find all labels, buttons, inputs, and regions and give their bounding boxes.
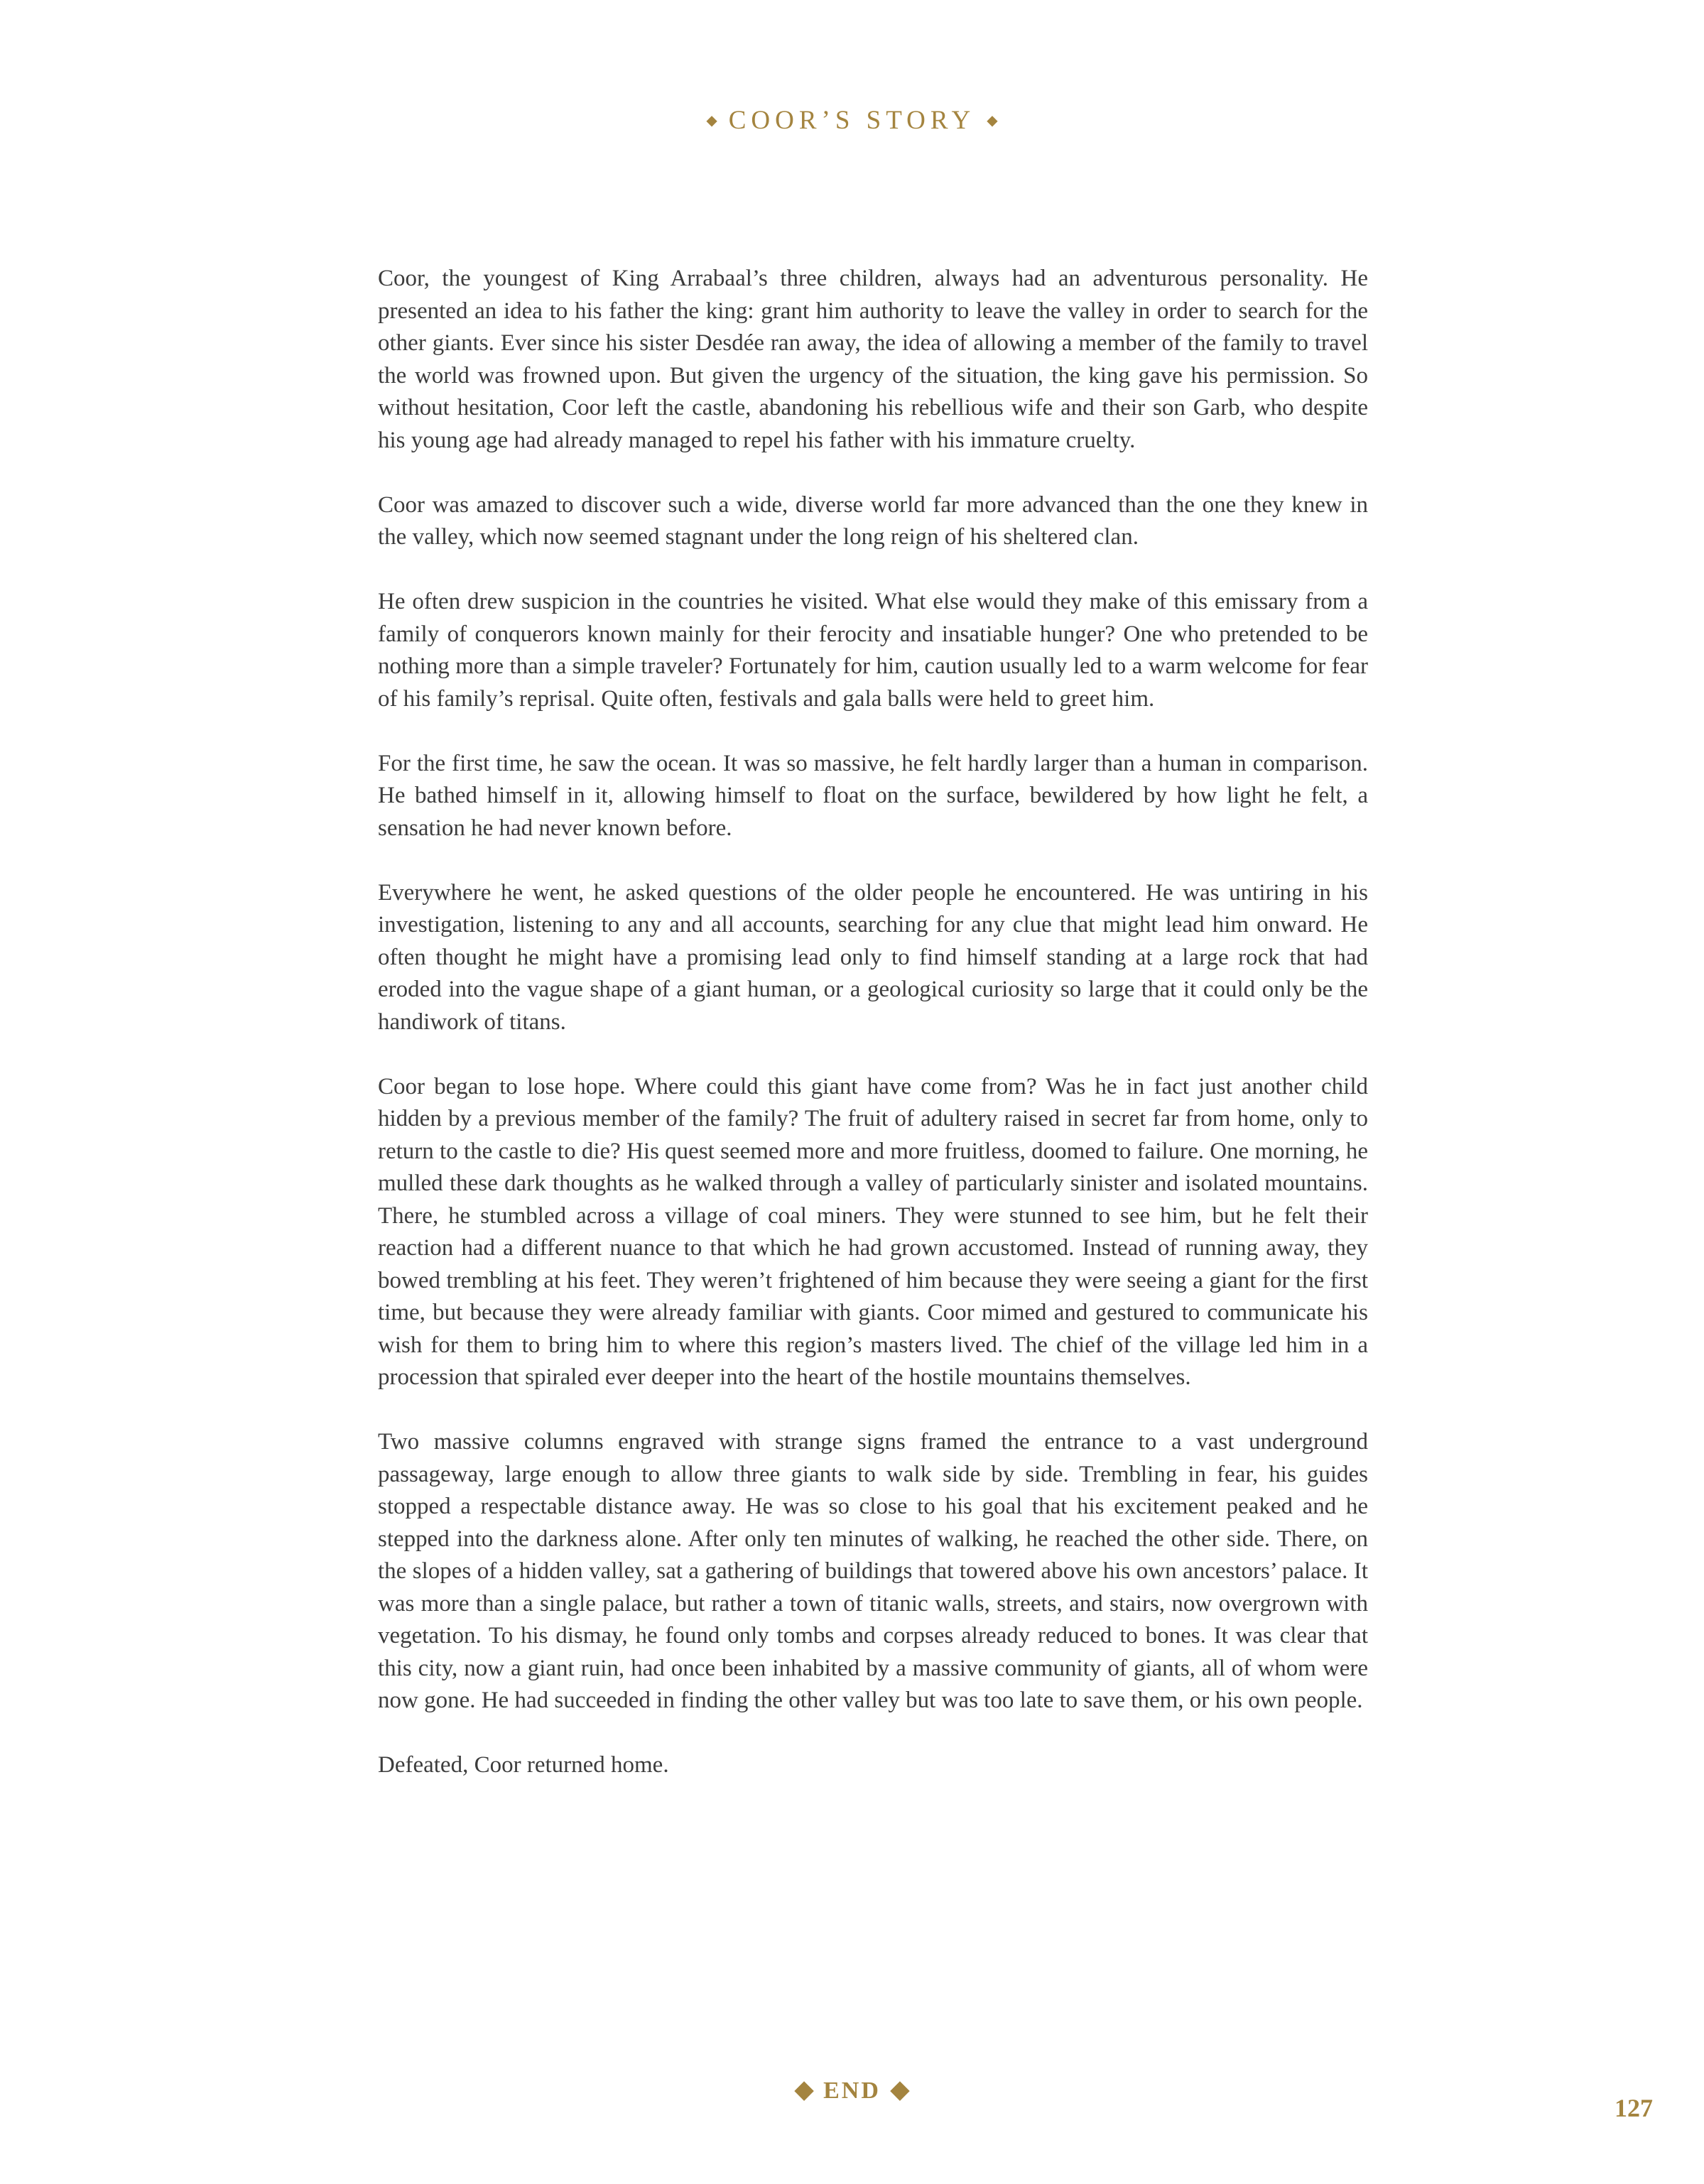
chapter-header — [0, 99, 1704, 142]
diamond-ornament-icon: ◆ — [794, 2077, 814, 2103]
story-paragraph: Coor, the youngest of King Arrabaal’s three children, always had an adventurous personality. He presented an idea to his father the king: grant him authority to leave the valley in order to search for the other giants. Ever since his sister Desdée ran away, the idea of allowing a member of the family to travel the world was frowned upon. But given the urgency of the situation, the king gave his permission. So without hesitation, Coor left the castle, abandoning his rebellious wife and their son Garb, who despite his young age had already managed to repel his father with his immature cruelty. — [378, 266, 1368, 453]
diamond-ornament-icon: ◆ — [706, 113, 717, 129]
end-label: END — [823, 2077, 881, 2104]
story-paragraph: Defeated, Coor returned home. — [378, 1752, 669, 1778]
story-paragraph: Coor began to lose hope. Where could this giant have come from? Was he in fact just another child hidden by a previous member of the family? The fruit of adultery raised in secret far from home, only to return to the castle to die? His quest seemed more and more fruitless, doomed to failure. One morning, he mulled these dark thoughts as he walked through a valley of particularly sinister and isolated mountains. There, he stumbled across a village of coal miners. They were stunned to see him, but he felt their reaction had a different nuance to that which he had grown accustomed. Instead of running away, they bowed trembling at his feet. They weren’t frightened of him because they were seeing a giant for the first time, but because they were already familiar with giants. Coor mimed and gestured to communicate his wish for them to bring him to where this region’s masters lived. The chief of the village led him in a procession that spiraled ever deeper into the heart of the hostile mountains themselves. — [378, 1073, 1368, 1390]
story-paragraph: Coor was amazed to discover such a wide, diverse world far more advanced than the one they knew in the valley, which now seemed stagnant under the long reign of his sheltered clan. — [378, 491, 1368, 550]
chapter-title: COOR’S STORY — [728, 106, 976, 135]
story-paragraph: Two massive columns engraved with strange signs framed the entrance to a vast underground passageway, large enough to allow three giants to walk side by side. Trembling in fear, his guides stopped a respectable distance away. He was so close to his goal that his excitement peaked and he stepped into the darkness alone. After only ten minutes of walking, he reached the other side. There, on the slopes of a hidden valley, sat a gathering of buildings that towered above his own ancestors’ palace. It was more than a single palace, but rather a town of titanic walls, streets, and stairs, now overgrown with vegetation. To his dismay, he found only tombs and corpses already reduced to bones. It was clear that this city, now a giant ruin, had once been inhabited by a massive community of giants, all of whom were now gone. He had succeeded in finding the other valley but was too late to save them, or his own people. — [378, 1429, 1368, 1713]
diamond-ornament-icon: ◆ — [890, 2077, 910, 2103]
story-paragraph: For the first time, he saw the ocean. It was so massive, he felt hardly larger than a human in comparison. He bathed himself in it, allowing himself to float on the surface, bewildered by how light he felt, a sensation he had never known before. — [378, 750, 1368, 841]
story-paragraph: Everywhere he went, he asked questions of the older people he encountered. He was untiring in his investigation, listening to any and all accounts, searching for any clue that might lead him onward. He often thought he might have a promising lead only to find himself standing at a large rock that had eroded into the vague shape of a giant human, or a geological curiosity so large that it could only be the handiwork of titans. — [378, 879, 1368, 1035]
story-body — [378, 263, 1368, 1814]
story-paragraph: He often drew suspicion in the countries he visited. What else would they make of this emissary from a family of conquerors known mainly for their ferocity and insatiable hunger? One who pretended to be nothing more than a simple traveler? Fortunately for him, caution usually led to a warm welcome for fear of his family’s reprisal. Quite often, festivals and gala balls were held to greet him. — [378, 589, 1368, 712]
page-number: 127 — [1615, 2094, 1653, 2122]
diamond-ornament-icon: ◆ — [987, 113, 998, 129]
end-marker — [0, 2072, 1704, 2109]
